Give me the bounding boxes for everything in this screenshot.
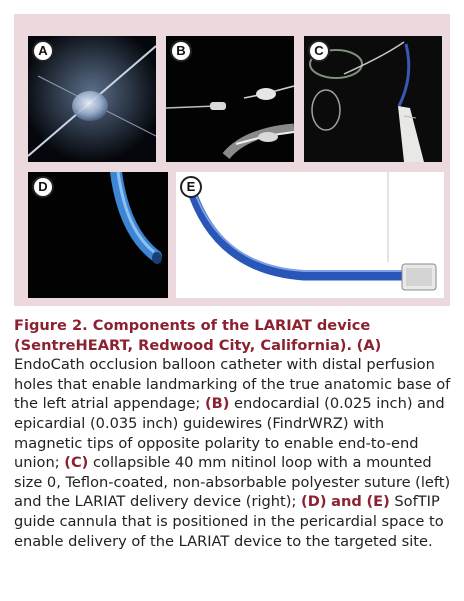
caption-text-b: endocardial (0.025 inch) and epicardial (0.035 inch) guidewires (FindrWRZ) with magnetic tips of opposite polarity to enable end-to-end union; (14, 395, 445, 472)
panel-d-cannula-photo (28, 172, 168, 298)
panel-c-lariat-loop-photo (304, 36, 442, 162)
panel-e-label: E (180, 176, 202, 198)
caption-label-c: (C) (64, 454, 89, 472)
caption-text-a: EndoCath occlusion balloon catheter with distal perfusion holes that enable landmarking of the true anatomic base of the left atrial appendage; (14, 356, 451, 413)
caption-title: Figure 2. Components of the LARIAT device (SentreHEART, Redwood City, California). (14, 317, 371, 354)
figure-panel-grid (14, 14, 450, 306)
caption-label-b: (B) (204, 395, 230, 413)
caption-label-a: (A) (356, 336, 382, 354)
guide-cannula-illustration (176, 172, 444, 298)
caption-and: and (331, 493, 362, 511)
panel-b-label: B (170, 40, 192, 62)
panel-d-label: D (32, 176, 54, 198)
figure-caption (14, 316, 454, 551)
panel-a-balloon-catheter-photo (28, 36, 156, 162)
caption-label-e: (E) (366, 493, 390, 511)
panel-e-guide-cannula-photo (176, 172, 444, 298)
caption-label-d: (D) (301, 493, 327, 511)
panel-c-label: C (308, 40, 330, 62)
caption-text-de: SofTIP guide cannula that is positioned in the pericardial space to enable delivery of the LARIAT device to the targeted site. (14, 493, 444, 550)
caption-text-c: collapsible 40 mm nitinol loop with a mounted size 0, Teflon-coated, non-absorbable polyester suture (left) and the LARIAT delivery device (right); (14, 454, 451, 511)
panel-a-label: A (32, 40, 54, 62)
panel-b-guidewires-photo (166, 36, 294, 162)
